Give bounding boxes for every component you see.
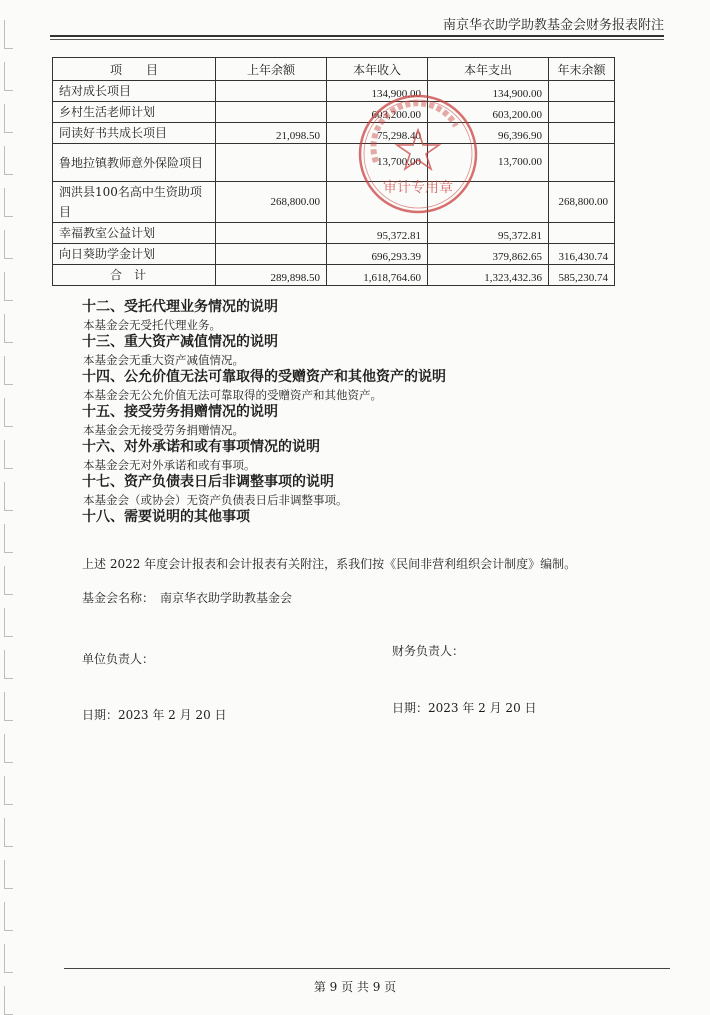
income: 95,372.81	[327, 223, 428, 244]
closing-statement: 上述 2022 年度会计报表和会计报表有关附注，系我们按《民间非营利组织会计制度》编制。	[82, 557, 577, 571]
footer-divider	[64, 968, 670, 969]
notes-section	[82, 298, 642, 527]
project-name: 向日葵助学金计划	[53, 244, 216, 265]
expense: 95,372.81	[428, 223, 549, 244]
total-prev-balance: 289,898.50	[216, 265, 327, 286]
binding-tick	[4, 692, 13, 721]
date-right: 日期：2023 年 2 月 20 日	[392, 701, 537, 715]
date-left: 日期：2023 年 2 月 20 日	[82, 708, 227, 722]
page-number: 第 9 页 共 9 页	[313, 980, 397, 994]
expense: 96,396.90	[428, 123, 549, 144]
prev-balance: 21,098.50	[216, 123, 327, 144]
total-income: 1,618,764.60	[327, 265, 428, 286]
end-balance	[549, 102, 615, 123]
column-header-end-balance: 年末余额	[549, 58, 615, 81]
table-row	[53, 244, 615, 265]
total-expense: 1,323,432.36	[428, 265, 549, 286]
table-header-row	[53, 58, 615, 81]
binding-tick	[4, 482, 13, 511]
binding-margin	[4, 0, 18, 1000]
note-heading: 十五、接受劳务捐赠情况的说明	[82, 404, 278, 420]
expense: 13,700.00	[428, 144, 549, 182]
note-heading: 十七、资产负债表日后非调整事项的说明	[82, 474, 334, 490]
binding-tick	[4, 188, 13, 217]
project-name: 幸福教室公益计划	[53, 223, 216, 244]
binding-tick	[4, 566, 13, 595]
column-header-project: 项 目	[53, 58, 216, 81]
table-row	[53, 144, 615, 182]
expense: 379,862.65	[428, 244, 549, 265]
income: 134,900.00	[327, 81, 428, 102]
organization-name: 基金会名称： 南京华衣助学助教基金会	[82, 591, 293, 605]
note-body: 本基金会无受托代理业务。	[83, 318, 221, 332]
project-name: 乡村生活老师计划	[53, 102, 216, 123]
note-heading: 十八、需要说明的其他事项	[82, 509, 250, 525]
binding-tick	[4, 272, 13, 301]
seal-text: 审计专用章	[383, 180, 453, 196]
note-body: 本基金会无接受劳务捐赠情况。	[83, 423, 244, 437]
project-name: 泗洪县100名高中生资助项目	[53, 182, 216, 223]
end-balance	[549, 223, 615, 244]
binding-tick	[4, 524, 13, 553]
column-header-income: 本年收入	[327, 58, 428, 81]
note-heading: 十三、重大资产减值情况的说明	[82, 334, 278, 350]
binding-tick	[4, 734, 13, 763]
unit-head-signature: 单位负责人：	[82, 652, 155, 666]
income: 13,700.00	[327, 144, 428, 182]
note-body: 本基金会无重大资产减值情况。	[83, 353, 244, 367]
column-header-expense: 本年支出	[428, 58, 549, 81]
header-divider	[50, 35, 664, 37]
income: 696,293.39	[327, 244, 428, 265]
binding-tick	[4, 314, 13, 343]
binding-tick	[4, 944, 13, 973]
project-name: 结对成长项目	[53, 81, 216, 102]
expense: 603,200.00	[428, 102, 549, 123]
table-row	[53, 182, 615, 223]
prev-balance	[216, 102, 327, 123]
finance-head-signature: 财务负责人：	[392, 644, 465, 658]
prev-balance	[216, 144, 327, 182]
binding-tick	[4, 776, 13, 805]
binding-tick	[4, 650, 13, 679]
binding-tick	[4, 818, 13, 847]
binding-tick	[4, 230, 13, 259]
end-balance: 316,430.74	[549, 244, 615, 265]
binding-tick	[4, 146, 13, 175]
total-label: 合计	[53, 265, 216, 286]
end-balance	[549, 81, 615, 102]
binding-tick	[4, 104, 13, 133]
project-name: 鲁地拉镇教师意外保险项目	[53, 144, 216, 182]
audit-seal-stamp	[356, 92, 480, 216]
binding-tick	[4, 860, 13, 889]
note-body: 本基金会无公允价值无法可靠取得的受赠资产和其他资产。	[83, 388, 382, 402]
prev-balance	[216, 223, 327, 244]
header-divider-thin	[50, 39, 664, 40]
note-heading: 十四、公允价值无法可靠取得的受赠资产和其他资产的说明	[82, 369, 446, 385]
table-row	[53, 102, 615, 123]
total-end-balance: 585,230.74	[549, 265, 615, 286]
prev-balance: 268,800.00	[216, 182, 327, 223]
binding-tick	[4, 398, 13, 427]
expense: 134,900.00	[428, 81, 549, 102]
table-row	[53, 123, 615, 144]
table-row	[53, 81, 615, 102]
table-row	[53, 223, 615, 244]
prev-balance	[216, 81, 327, 102]
note-body: 本基金会无对外承诺和或有事项。	[83, 458, 256, 472]
income: 75,298.40	[327, 123, 428, 144]
end-balance	[549, 144, 615, 182]
note-heading: 十二、受托代理业务情况的说明	[82, 299, 278, 315]
table-total-row	[53, 265, 615, 286]
column-header-prev-balance: 上年余额	[216, 58, 327, 81]
binding-tick	[4, 902, 13, 931]
binding-tick	[4, 20, 13, 49]
end-balance	[549, 123, 615, 144]
end-balance: 268,800.00	[549, 182, 615, 223]
binding-tick	[4, 356, 13, 385]
note-heading: 十六、对外承诺和或有事项情况的说明	[82, 439, 320, 455]
note-body: 本基金会（或协会）无资产负债表日后非调整事项。	[83, 493, 348, 507]
project-name: 同读好书共成长项目	[53, 123, 216, 144]
income: 603,200.00	[327, 102, 428, 123]
binding-tick	[4, 62, 13, 91]
binding-tick	[4, 608, 13, 637]
document-header-title: 南京华衣助学助教基金会财务报表附注	[442, 18, 664, 33]
project-fund-table	[52, 57, 615, 286]
binding-tick	[4, 440, 13, 469]
prev-balance	[216, 244, 327, 265]
